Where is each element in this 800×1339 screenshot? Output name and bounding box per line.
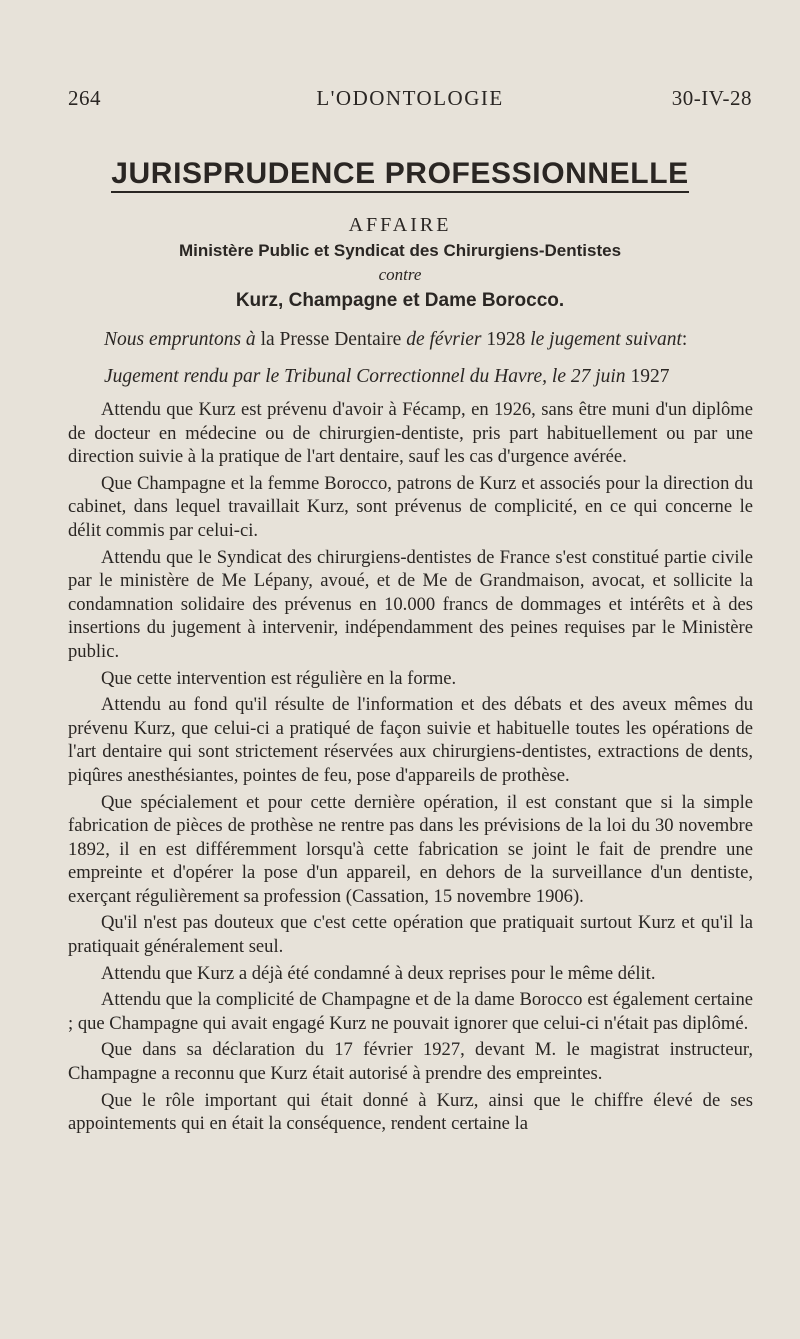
- body-paragraph: Attendu que Kurz est prévenu d'avoir à Fécamp, en 1926, sans être muni d'un diplôme de docteur en médecine ou de chirurgien-dentiste, pris part habituellement ou par une direction suivie à la pratique de l'art dentaire, sauf les cas d'urgence avérée.: [68, 399, 753, 468]
- body-paragraph: Attendu que le Syndicat des chirurgiens-dentistes de France s'est constitué partie civile par le ministère de Me Lépany, avoué, et de Me de Grandmaison, avocat, et sollicite la condamnation solidaire des prévenus en 10.000 francs de dommages et intérêts et à des insertions du jugement à intervenir, indépendamment des peines requises par le Ministère public.: [68, 546, 753, 662]
- page-number: 264: [68, 86, 101, 110]
- intro-source-line: [68, 325, 758, 355]
- intro-fragment: 1928: [481, 329, 531, 350]
- intro-fragment: de février: [406, 329, 482, 350]
- judgment-heading-text: Jugement rendu par le Tribunal Correctionnel du Havre, le 27 juin: [104, 366, 626, 387]
- case-defendants: Kurz, Champagne et Dame Borocco.: [235, 290, 565, 311]
- body-paragraph: Que Champagne et la femme Borocco, patrons de Kurz et associés pour la direction du cabinet, dans lequel travaillait Kurz, sont prévenus de complicité, en ce qui concerne le délit commis par celui-ci.: [68, 472, 753, 541]
- article-title: [0, 157, 800, 191]
- running-header: [68, 86, 752, 120]
- case-heading: [0, 212, 800, 315]
- intro-fragment: le jugement suivant: [530, 329, 682, 350]
- intro-fragment: la Presse Dentaire: [255, 329, 407, 350]
- case-versus: contre: [378, 265, 422, 284]
- article-title-text: JURISPRUDENCE PROFESSIONNELLE: [111, 157, 688, 193]
- body-paragraph: Que cette intervention est régulière en la forme.: [101, 667, 457, 689]
- case-label: AFFAIRE: [348, 214, 452, 236]
- intro-fragment: Nous empruntons à: [104, 329, 256, 350]
- body-paragraph: Que spécialement et pour cette dernière opération, il est constant que si la simple fabrication de pièces de prothèse ne rentre pas dans les prévisions de la loi du 30 novembre 1892, il en est différemment lorsqu'à cette fabrication se joint le fait de prendre une empreinte et d'opérer la pose d'un appareil, en dehors de la surveillance d'un dentiste, exerçant régulièrement sa profession (Cassation, 15 novembre 1906).: [68, 791, 753, 907]
- journal-title: L'ODONTOLOGIE: [316, 86, 504, 110]
- body-paragraph: Attendu que Kurz a déjà été condamné à deux reprises pour le même délit.: [101, 962, 656, 984]
- intro-block: [68, 325, 758, 392]
- judgment-body: [68, 398, 753, 1139]
- body-paragraph: Que dans sa déclaration du 17 février 1927, devant M. le magistrat instructeur, Champagne a reconnu que Kurz était autorisé à prendre des empreintes.: [68, 1039, 753, 1085]
- judgment-heading-year: 1927: [625, 366, 670, 387]
- body-paragraph: Attendu au fond qu'il résulte de l'information et des débats et des aveux mêmes du prévenu Kurz, que celui-ci a pratiqué de façon suivie et habituelle toutes les opérations de l'art dentaire qui sont strictement réservées aux chirurgiens-dentistes, extractions de dents, piqûres anesthésiantes, pointes de feu, pose d'appareils de prothèse.: [68, 694, 753, 786]
- body-paragraph: Qu'il n'est pas douteux que c'est cette opération que pratiquait surtout Kurz et qu'il la pratiquait généralement seul.: [68, 912, 753, 958]
- body-paragraph: Attendu que la complicité de Champagne et de la dame Borocco est également certaine ; que Champagne qui avait engagé Kurz ne pouvait ignorer que celui-ci n'était pas diplômé.: [68, 989, 753, 1034]
- body-paragraph: Que le rôle important qui était donné à Kurz, ainsi que le chiffre élevé de ses appointements qui en était la conséquence, rendent certaine la: [68, 1089, 753, 1135]
- case-plaintiffs: Ministère Public et Syndicat des Chirurgiens-Dentistes: [178, 241, 622, 260]
- intro-fragment: :: [681, 329, 688, 350]
- issue-date: 30-IV-28: [671, 86, 752, 110]
- judgment-heading: [68, 362, 758, 392]
